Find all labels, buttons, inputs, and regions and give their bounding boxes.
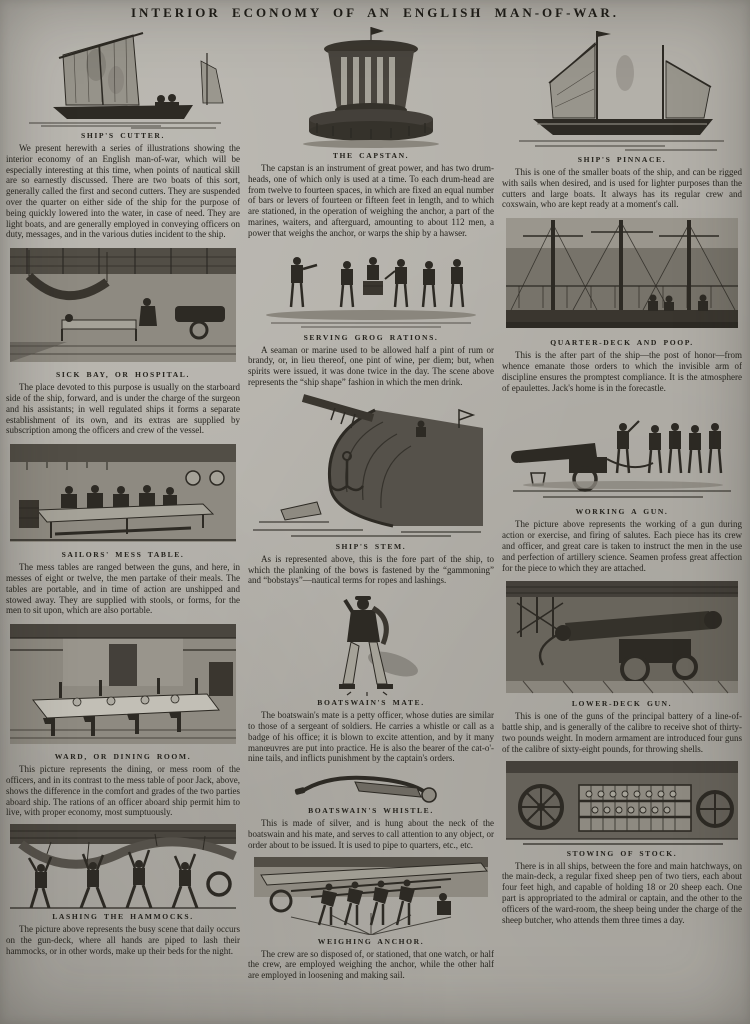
lower-deck-gun-engraving (503, 579, 741, 697)
illustration-caption: THE CAPSTAN. (332, 151, 410, 160)
weighing-anchor-illustration (248, 855, 494, 935)
working-a-gun-engraving (503, 399, 741, 505)
section-text: The picture above represents the working of a gun during action or exercise, and firing of salutes. Each piece has its crew and officer, and great care is taken to instruct the men in the use and perfection of artillery science. Seamen profess great affection for the piece to which they are attached. (502, 519, 742, 573)
column-center (248, 23, 494, 981)
section-stowing-of-stock (502, 759, 742, 926)
section-ships-stem (248, 392, 494, 586)
ships-pinnace-engraving (505, 25, 740, 153)
section-boatswains-mate (248, 590, 494, 764)
section-ships-cutter (6, 23, 240, 240)
ships-cutter-engraving (11, 25, 236, 129)
lower-deck-gun-illustration (502, 577, 742, 697)
sailors-mess-table-illustration (6, 440, 240, 548)
section-lashing-hammocks (6, 822, 240, 956)
section-lower-deck-gun (502, 577, 742, 754)
quarter-deck-illustration (502, 214, 742, 336)
column-left (6, 23, 240, 981)
ships-cutter-illustration (6, 23, 240, 129)
illustration-caption: BOATSWAIN'S MATE. (317, 698, 425, 708)
section-text: As is represented above, this is the fore part of the ship, to which the planking of the bows is fastened by the “gammoning” and “bobstays”—nautical terms for ropes and lashings. (248, 553, 494, 586)
boatswains-whistle-illustration (248, 768, 494, 804)
section-text: The boatswain's mate is a petty officer, whose duties are similar to those of a sergeant of soldiers. He carries a whistle or call as a badge of his office; it is blown to excite attention, and by it many manœuvres are put into practice. He is also the bearer of the cat-o'-nine tails, and inflicts punishment by the captain's orders. (248, 710, 494, 764)
illustration-caption: SICK BAY, OR HOSPITAL. (56, 370, 190, 380)
section-text: The capstan is an instrument of great power, and has two drum-heads, one of which only is used at a time. To each drum-head are from twelve to fourteen spaces, in which are fixed an equal number of bars or levers of fourteen or fifteen feet in length, and to which are stationed, in the operation of weighing the anchor, a part of the marines, waiters, and afterguard, amounting to about 112 men, a power that weighs the anchor, or warps the ship by a hawser. (248, 163, 494, 238)
section-sick-bay (6, 244, 240, 436)
boatswains-mate-illustration (248, 590, 494, 696)
section-ward-dining-room (6, 620, 240, 818)
section-text: The mess tables are ranged between the guns, and here, in messes of eight or twelve, the men partake of their meals. The tables are portable, and in time of action are unshipped and stowed away. They are supplied with stools, or forms, for the men to sit upon, which are also portable. (6, 562, 240, 616)
capstan-engraving (281, 25, 461, 149)
illustration-caption: SERVING GROG RATIONS. (303, 332, 439, 342)
stowing-of-stock-engraving (503, 761, 741, 847)
ships-stem-illustration (248, 392, 494, 540)
section-text: This is the after part of the ship—the post of honor—from whence emanate those orders to which the invisible arm of discipline ensures the promptest compliance. It is the atmosphere of epaulettes. Jack's home is in the forecastle. (502, 350, 742, 393)
section-text: This is one of the smaller boats of the ship, and can be rigged with sails when desired, and is used for lighter purposes than the cutters and large boats. It always has its regular crew and coxswain, who are kept ready at a moment's call. (502, 167, 742, 210)
section-text: This is one of the guns of the principal battery of a line-of-battle ship, and is generally of the calibre to receive shot of thirty-two pounds weight. In modern armament are introduced four guns of the calibre of sixty-eight pounds, for throwing shells. (502, 711, 742, 754)
section-text: The crew are so disposed of, or stationed, that one watch, or half the crew, are employed weighing the anchor, while the other half are employed in loosening and making sail. (248, 948, 494, 981)
working-a-gun-illustration (502, 397, 742, 505)
illustration-caption: WARD, OR DINING ROOM. (54, 752, 192, 762)
section-text: The picture above represents the busy scene that daily occurs on the gun-deck, where all hands are piped to lash their hammocks, or in other words, make up their beds for the night. (6, 924, 240, 956)
illustration-caption: SHIP'S PINNACE. (577, 155, 667, 164)
quarter-deck-engraving (503, 216, 741, 336)
page-title: INTERIOR ECONOMY OF AN ENGLISH MAN-OF-WAR. (130, 5, 620, 20)
ward-dining-room-illustration (6, 620, 240, 750)
serving-grog-illustration (248, 243, 494, 331)
illustration-caption: LOWER-DECK GUN. (571, 699, 673, 709)
boatswains-whistle-engraving (291, 770, 451, 804)
section-boatswains-whistle (248, 768, 494, 850)
boatswains-mate-engraving (281, 592, 461, 696)
lashing-hammocks-illustration (6, 822, 240, 910)
section-quarter-deck (502, 214, 742, 393)
illustration-caption: SHIP'S CUTTER. (81, 131, 165, 140)
section-weighing-anchor (248, 855, 494, 981)
section-sailors-mess-table (6, 440, 240, 616)
serving-grog-engraving (251, 245, 491, 331)
section-text: This is made of silver, and is hung about the neck of the boatswain and his mate, and serves to call attention to any object, or order about to be issued. It is used to pipe to quarters, etc., etc. (248, 818, 494, 850)
illustration-caption: WORKING A GUN. (575, 507, 669, 517)
illustration-caption: STOWING OF STOCK. (566, 848, 678, 858)
section-ships-pinnace (502, 23, 742, 210)
capstan-illustration (248, 23, 494, 149)
sick-bay-engraving (7, 246, 239, 368)
section-text: A seaman or marine used to be allowed half a pint of rum or brandy, or, in lieu thereof, one pint of wine, per diem; but, when spirits were issued, it was done twice in the day. The scene above represents the “ship shape” fashion in which the men drink. (248, 344, 494, 387)
column-right (502, 23, 742, 981)
illustration-caption: WEIGHING ANCHOR. (317, 936, 425, 946)
ships-pinnace-illustration (502, 23, 742, 153)
section-text: We present herewith a series of illustrations showing the interior economy of an English man-of-war, which will be especially interesting at this time, when points of nautical skill are so earnestly discussed. There are two boats of this sort, generally called the first and second cutters. They are suspended over the quarter on either side of the ship for the purpose of being quickly lowered into the water, in case of need. They are light boats, and are generally employed in conveying officers on duty, messages, and in the various duties incident to the ship. (6, 143, 240, 240)
section-working-a-gun (502, 397, 742, 573)
ships-stem-engraving (251, 394, 491, 540)
weighing-anchor-engraving (251, 857, 491, 935)
section-text: There is in all ships, between the fore and main hatchways, on the main-deck, a regular fixed sheep pen of two tiers, each about four feet high, and capable of holding 18 or 20 sheep each. One part is appropriated to the admiral or captain, and the other to the officers of the ward-room, the sheep being under the charge of the sheep butcher, who attends them three times a day. (502, 860, 742, 925)
sick-bay-illustration (6, 244, 240, 368)
illustration-caption: SAILORS' MESS TABLE. (61, 550, 185, 560)
sailors-mess-table-engraving (7, 442, 239, 548)
lashing-hammocks-engraving (7, 824, 239, 910)
illustration-caption: LASHING THE HAMMOCKS. (52, 912, 194, 922)
illustration-caption: SHIP'S STEM. (335, 541, 407, 551)
section-text: The place devoted to this purpose is usually on the starboard side of the ship, forward, and is under the charge of the surgeon and his assistants; in well regulated ships it forms a separate establishment of its own, and its extras are supplied by subscription among the officers and crew of the vessel. (6, 382, 240, 436)
section-serving-grog (248, 243, 494, 388)
section-capstan (248, 23, 494, 239)
ward-dining-room-engraving (7, 622, 239, 750)
section-text: This picture represents the dining, or mess room of the officers, and in its contrast to the mess table of poor Jack, above, shows the difference in the comfort and grades of the two parties aboard ship. The rations of an officer aboard ship permit him to live, with proper economy, most sumptuously. (6, 764, 240, 818)
columns-container (0, 23, 750, 981)
illustration-caption: BOATSWAIN'S WHISTLE. (308, 806, 434, 816)
stowing-of-stock-illustration (502, 759, 742, 847)
illustration-caption: QUARTER-DECK AND POOP. (550, 338, 694, 348)
